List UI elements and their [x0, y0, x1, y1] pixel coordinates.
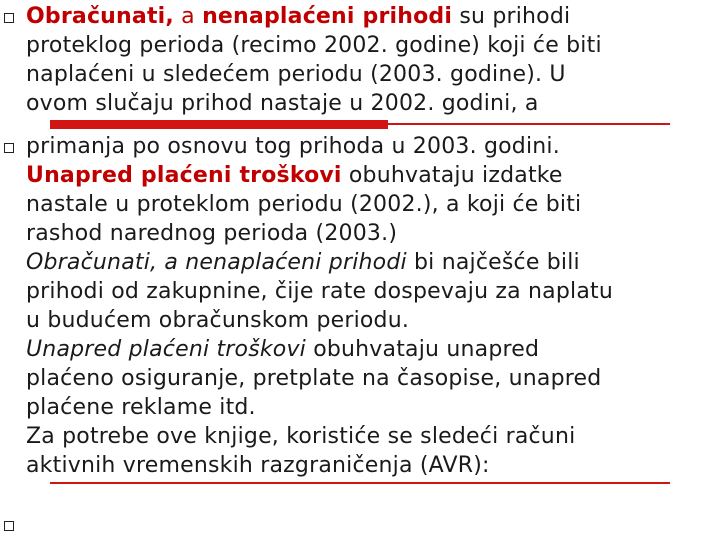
conjunction: a [173, 4, 203, 29]
text-line: primanja po osnovu tog prihoda u 2003. godini. [26, 134, 560, 159]
text-line: plaćeno osiguranje, pretplate na časopise, unapred [26, 366, 602, 391]
text-line [26, 335, 716, 364]
text-line: prihodi od zakupnine, čije rate dospevaju za naplatu [26, 279, 613, 304]
term-accrued-italic: Obračunati, a nenaplaćeni prihodi [26, 250, 407, 275]
text-line: ovom slučaju prihod nastaje u 2002. godini, a [26, 91, 539, 116]
text-line: u budućem obračunskom periodu. [26, 308, 410, 333]
term-prepaid-expenses: Unapred plaćeni troškovi [26, 163, 342, 188]
bullet-square-icon [4, 143, 14, 153]
text-line: Za potrebe ove knjige, koristiće se sledeći računi [26, 424, 576, 449]
bullet-square-icon [4, 521, 14, 531]
term-accrued: Obračunati, [26, 4, 174, 29]
text-line: proteklog perioda (recimo 2002. godine) koji će biti [26, 33, 602, 58]
title-divider-line [388, 123, 670, 125]
term-unpaid-revenue: nenaplaćeni prihodi [202, 4, 453, 29]
text-line: plaćene reklame itd. [26, 395, 256, 420]
text-fragment: su prihodi [452, 4, 571, 29]
text-fragment: bi najčešće bili [406, 250, 580, 275]
text-line [26, 2, 716, 31]
bullet-square-icon [4, 13, 14, 23]
text-line [26, 161, 716, 190]
text-fragment: obuhvataju unapred [306, 337, 540, 362]
text-line [26, 248, 716, 277]
text-line: nastale u proteklom periodu (2002.), a koji će biti [26, 192, 582, 217]
text-fragment: obuhvataju izdatke [341, 163, 563, 188]
bottom-divider-line [50, 482, 670, 484]
paragraph-body [26, 132, 716, 480]
title-divider-bar [50, 120, 388, 129]
text-line: rashod narednog perioda (2003.) [26, 221, 398, 246]
text-line: aktivnih vremenskih razgraničenja (AVR): [26, 453, 490, 478]
term-prepaid-italic: Unapred plaćeni troškovi [26, 337, 306, 362]
paragraph-accrued-revenue [26, 2, 716, 118]
text-line: naplaćeni u sledećem periodu (2003. godine). U [26, 62, 566, 87]
